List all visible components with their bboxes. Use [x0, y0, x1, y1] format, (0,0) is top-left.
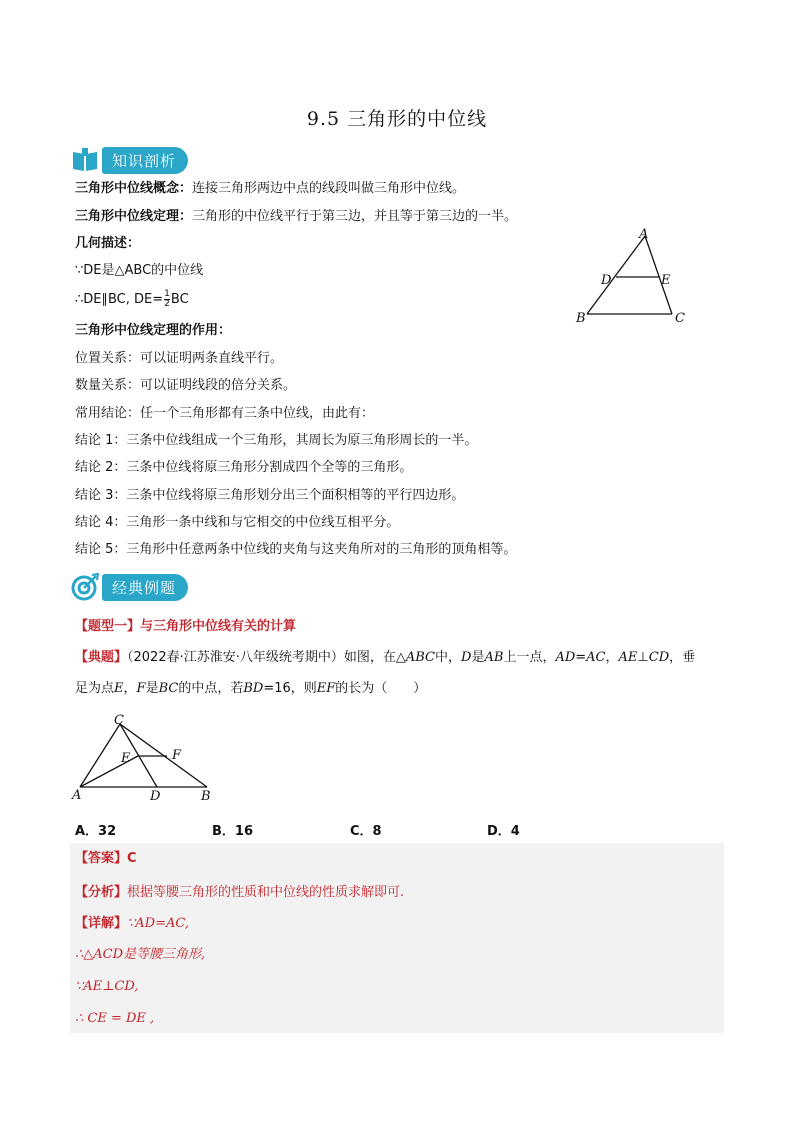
answer-line: 【答案】C: [75, 851, 137, 866]
choice-a: A．32: [75, 824, 117, 839]
detail-step4: ∴ CE = DE ,: [75, 1011, 155, 1026]
label-c: C: [675, 311, 685, 326]
label-d: D: [601, 273, 612, 288]
theorem-line: 三角形中位线定理：三角形的中位线平行于第三边，并且等于第三边的一半。: [75, 209, 518, 224]
label-b: B: [576, 311, 586, 326]
position-relation: 位置关系：可以证明两条直线平行。: [75, 351, 284, 366]
analysis-line: 【分析】根据等腰三角形的性质和中位线的性质求解即可.: [75, 885, 405, 900]
concept-line: 三角形中位线概念：连接三角形两边中点的线段叫做三角形中位线。: [75, 181, 466, 196]
side-ab: [587, 236, 645, 314]
geom-line2: ∴DE∥BC, DE= $\frac{1}{2}$ BC: [75, 289, 189, 309]
example-figure: [70, 710, 220, 805]
label-d: D: [150, 789, 161, 804]
conclusion-4: 结论 4：三角形一条中线和与它相交的中位线互相平分。: [75, 515, 400, 530]
geom-line1: ∵DE是△ABC的中位线: [75, 263, 204, 278]
choice-c: C．8: [350, 824, 382, 839]
conclusion-3: 结论 3：三条中位线将原三角形划分出三个面积相等的平行四边形。: [75, 488, 465, 503]
conclusion-1: 结论 1：三条中位线组成一个三角形，其周长为原三角形周长的一半。: [75, 433, 478, 448]
answer-box: [70, 843, 724, 1033]
section-label: 知识剖析: [102, 147, 188, 174]
detail-line: 【详解】∵AD=AC,: [75, 916, 189, 931]
page-title: 9.5 三角形的中位线: [306, 108, 488, 130]
side-ac: [80, 724, 120, 787]
book-icon: [70, 145, 100, 175]
conclusion-5: 结论 5：三角形中任意两条中位线的夹角与这夹角所对的三角形的顶角相等。: [75, 542, 517, 557]
label-e: E: [121, 751, 131, 766]
fraction-one-half: $\frac{1}{2}$: [164, 289, 170, 309]
question-line2: 足为点E，F是BC的中点，若BD=16，则EF的长为（ ）: [75, 681, 427, 696]
label-a: A: [72, 788, 82, 803]
question-type-title: 【题型一】与三角形中位线有关的计算: [75, 619, 297, 634]
label-b: B: [201, 789, 211, 804]
section-label: 经典例题: [102, 574, 188, 601]
choice-d: D．4: [487, 824, 520, 839]
number-relation: 数量关系：可以证明线段的倍分关系。: [75, 378, 297, 393]
question-line1: 【典题】（2022春·江苏淮安·八年级统考期中）如图，在△ABC中，D是AB上一点，AD=AC，AE⊥CD，垂: [75, 650, 696, 665]
choice-b: B．16: [212, 824, 253, 839]
section-banner-knowledge: [70, 145, 188, 175]
geom-label: 几何描述：: [75, 236, 141, 251]
label-c: C: [114, 713, 124, 728]
section-banner-examples: [70, 572, 188, 602]
target-icon: [70, 572, 100, 602]
label-f: F: [172, 748, 182, 763]
label-e: E: [661, 273, 671, 288]
role-label: 三角形中位线定理的作用：: [75, 323, 232, 338]
detail-step3: ∵AE⊥CD,: [75, 979, 139, 994]
label-a: A: [639, 227, 649, 242]
triangle-midline-figure: [570, 222, 700, 327]
common-conclusion: 常用结论：任一个三角形都有三条中位线，由此有：: [75, 406, 375, 421]
detail-step2: ∴△ACD是等腰三角形,: [75, 947, 206, 962]
conclusion-2: 结论 2：三条中位线将原三角形分割成四个全等的三角形。: [75, 460, 413, 475]
